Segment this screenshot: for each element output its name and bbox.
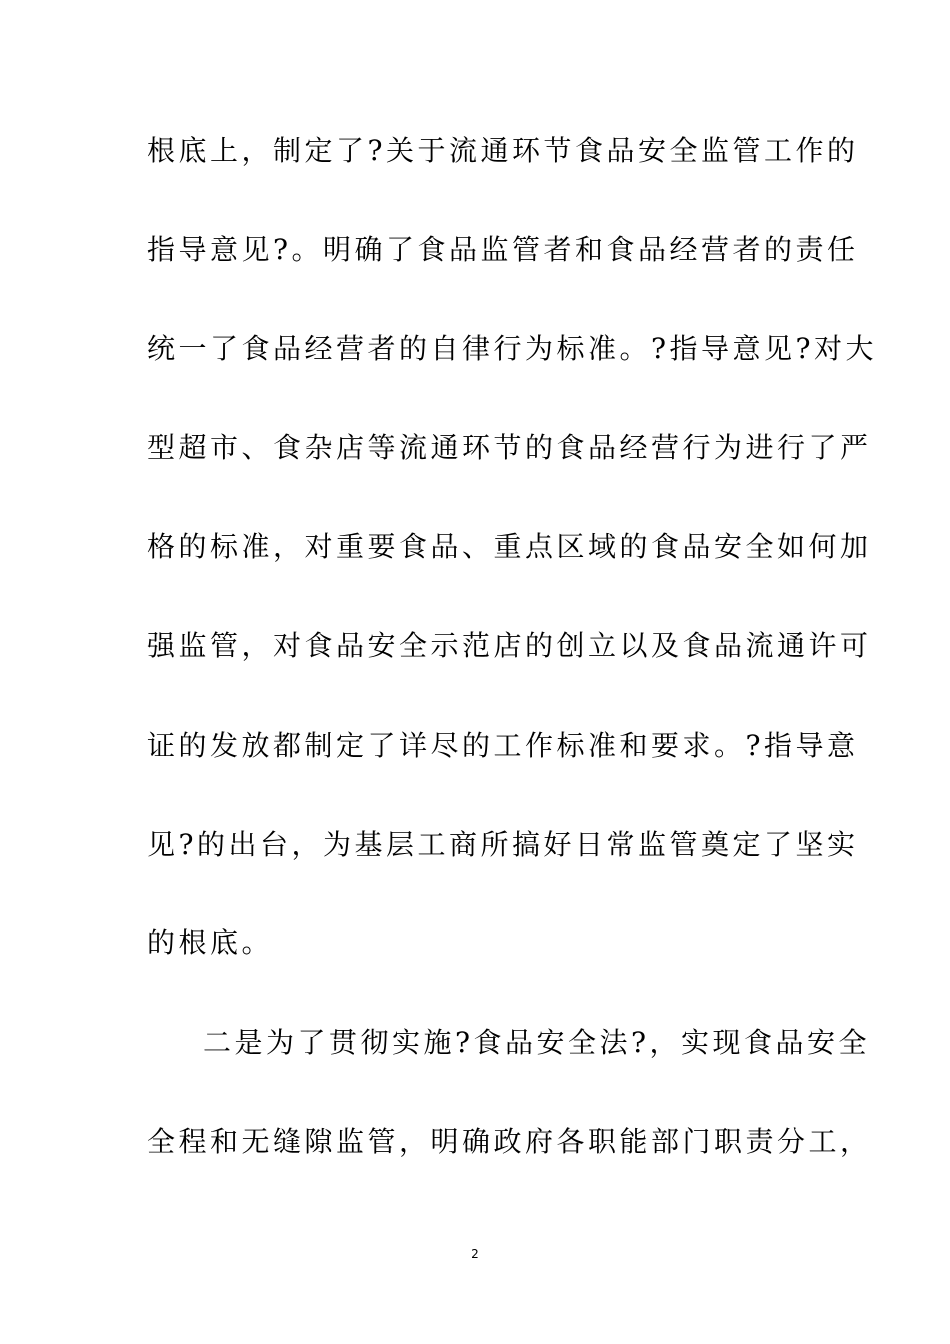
paragraph-line-3: 统一了食品经营者的自律行为标准。?指导意见?对大 bbox=[147, 332, 878, 365]
paragraph-line-9: 的根底。 bbox=[147, 926, 274, 959]
paragraph-line-6: 强监管，对食品安全示范店的创立以及食品流通许可 bbox=[147, 629, 872, 662]
paragraph-line-4: 型超市、食杂店等流通环节的食品经营行为进行了严 bbox=[147, 431, 872, 464]
page-number: 2 bbox=[471, 1247, 479, 1261]
paragraph-line-1: 根底上，制定了?关于流通环节食品安全监管工作的 bbox=[147, 134, 859, 167]
paragraph-line-11: 全程和无缝隙监管，明确政府各职能部门职责分工， bbox=[147, 1125, 872, 1158]
paragraph-line-7: 证的发放都制定了详尽的工作标准和要求。?指导意 bbox=[147, 729, 859, 762]
paragraph-line-10: 二是为了贯彻实施?食品安全法?，实现食品安全 bbox=[203, 1026, 871, 1059]
paragraph-line-8: 见?的出台，为基层工商所搞好日常监管奠定了坚实 bbox=[147, 828, 859, 861]
paragraph-line-2: 指导意见?。明确了食品监管者和食品经营者的责任 bbox=[147, 233, 859, 266]
paragraph-line-5: 格的标准，对重要食品、重点区域的食品安全如何加 bbox=[147, 530, 872, 563]
